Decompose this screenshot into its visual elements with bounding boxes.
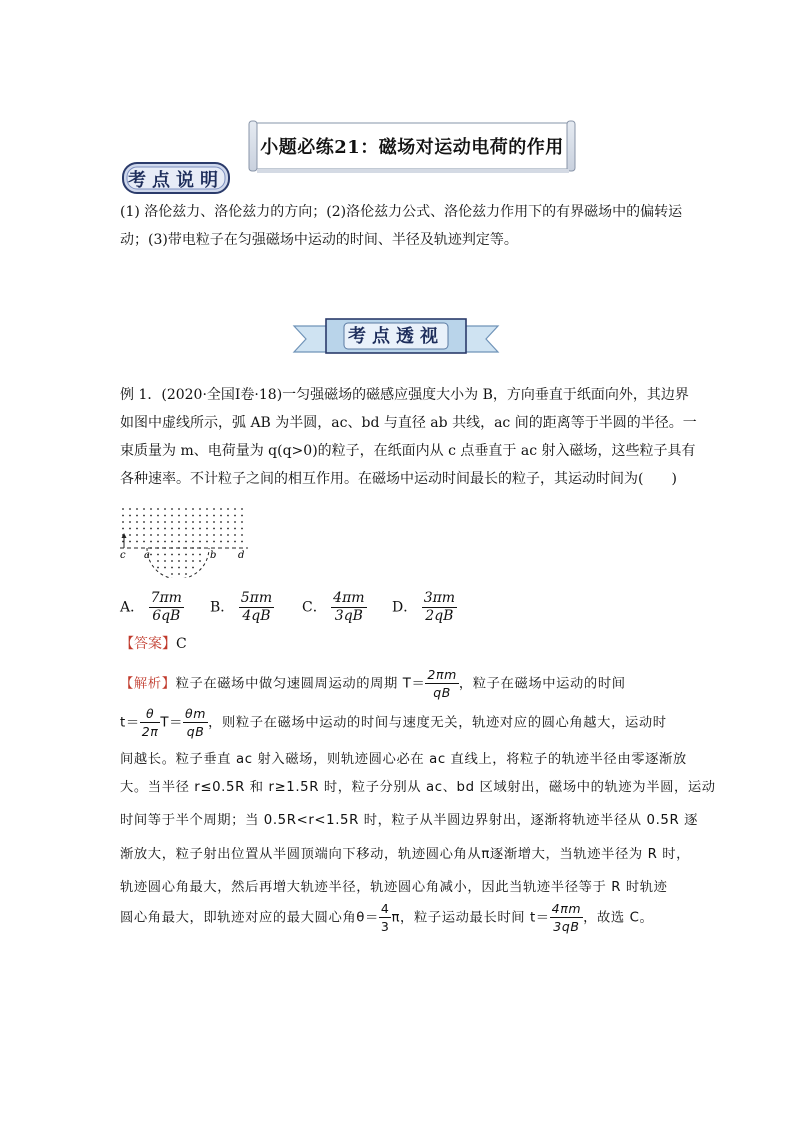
field-dot [171, 528, 173, 530]
field-dot [234, 508, 236, 510]
field-dot [192, 567, 194, 569]
field-dot [227, 528, 229, 530]
diagram-label-c: c [120, 550, 126, 561]
intro-line-2: 动；(3)带电粒子在匀强磁场中运动的时间、半径及轨迹判定等。 [120, 232, 518, 248]
field-dot [206, 508, 208, 510]
field-dot [199, 528, 201, 530]
field-dot [199, 560, 201, 562]
field-dot [129, 515, 131, 517]
field-dot [220, 541, 222, 543]
field-dot [241, 534, 243, 536]
field-dot [129, 521, 131, 523]
field-dot [164, 534, 166, 536]
field-dot [178, 508, 180, 510]
option-a[interactable]: A． $\frac{7\pi m}{6qB}$ [120, 590, 182, 624]
field-dot [199, 508, 201, 510]
field-dot [227, 521, 229, 523]
intro-line-1: (1) 洛伦兹力、洛伦兹力的方向；(2)洛伦兹力公式、洛伦兹力作用下的有界磁场中的偏转运 [120, 204, 683, 220]
field-dot [143, 528, 145, 530]
field-dot [129, 541, 131, 543]
solution-line-2: t＝ $\frac{\theta}{2\pi}$ T＝ $\frac{\theta m}{qB}$ ，则粒子在磁场中运动的时间与速度无关，轨迹对应的圆心角越大，运动时 [120, 706, 667, 739]
field-dot [164, 515, 166, 517]
option-b-numerator: 5πm [240, 590, 273, 606]
field-dot [206, 528, 208, 530]
field-dot [157, 560, 159, 562]
field-dot [178, 573, 180, 575]
diagram-label-a: a [144, 550, 150, 561]
field-dot [185, 508, 187, 510]
field-dot [213, 528, 215, 530]
example-line-1: 例 1．(2020·全国Ⅰ卷·18)一匀强磁场的磁感应强度大小为 B，方向垂直于纸面向外，其边界 [120, 387, 689, 403]
field-dot [206, 534, 208, 536]
field-dot [178, 567, 180, 569]
field-dot [185, 560, 187, 562]
field-dots [122, 508, 243, 575]
page-title: 小题必练21：磁场对运动电荷的作用 [260, 137, 564, 158]
field-dot [150, 521, 152, 523]
field-dot [129, 508, 131, 510]
field-dot [213, 515, 215, 517]
field-dot [185, 521, 187, 523]
magnetic-field-diagram [120, 504, 248, 578]
answer-line [120, 633, 187, 653]
solution-line-3: 间越长。粒子垂直 ac 射入磁场，则轨迹圆心必在 ac 直线上，将粒子的轨迹半径由零逐渐放 [120, 752, 687, 767]
example-line-2: 如图中虚线所示，弧 AB 为半圆，ac、bd 与直径 ab 共线，ac 间的距离等于半圆的半径。一 [120, 415, 697, 431]
field-dot [157, 528, 159, 530]
field-dot [164, 521, 166, 523]
field-dot [178, 554, 180, 556]
diagram-label-d: d [238, 550, 245, 561]
field-dot [178, 528, 180, 530]
field-dot [199, 521, 201, 523]
option-c-numerator: 4πm [333, 590, 365, 606]
field-dot [171, 508, 173, 510]
field-dot [185, 573, 187, 575]
field-dot [157, 554, 159, 556]
answer-value: C [176, 636, 187, 652]
field-dot [192, 541, 194, 543]
field-dot [213, 534, 215, 536]
field-dot [122, 508, 124, 510]
field-dot [171, 541, 173, 543]
solution-line-4: 大。当半径 r≤0.5R 和 r≥1.5R 时，粒子分别从 ac、bd 区域射出，磁场中的轨迹为半圆，运动 [120, 780, 716, 795]
field-dot [143, 541, 145, 543]
answer-label: 【答案】 [120, 636, 176, 652]
diagram-label-b: b [210, 550, 217, 561]
field-dot [136, 541, 138, 543]
field-dot [234, 528, 236, 530]
field-dot [171, 573, 173, 575]
field-dot [136, 528, 138, 530]
option-d-numerator: 3πm [423, 590, 456, 606]
field-dot [220, 515, 222, 517]
option-a-denominator: 6qB [152, 608, 181, 624]
exam-points-label: 考点说明 [128, 170, 224, 191]
field-dot [164, 560, 166, 562]
field-dot [206, 515, 208, 517]
field-dot [185, 541, 187, 543]
field-dot [241, 508, 243, 510]
option-a-numerator: 7πm [150, 590, 182, 606]
field-dot [178, 515, 180, 517]
field-dot [164, 567, 166, 569]
field-dot [192, 554, 194, 556]
field-dot [150, 528, 152, 530]
field-dot [241, 528, 243, 530]
field-dot [199, 534, 201, 536]
field-dot [164, 541, 166, 543]
field-dot [136, 515, 138, 517]
field-dot [220, 521, 222, 523]
field-dot [220, 534, 222, 536]
field-dot [150, 541, 152, 543]
field-dot [185, 567, 187, 569]
field-dot [234, 541, 236, 543]
field-dot [157, 534, 159, 536]
field-dot [122, 515, 124, 517]
field-dot [178, 541, 180, 543]
field-dot [185, 515, 187, 517]
field-dot [157, 541, 159, 543]
option-b-denominator: 4qB [242, 608, 271, 624]
solution-line-7: 轨迹圆心角最大，然后再增大轨迹半径，轨迹圆心角减小，因此当轨迹半径等于 R 时轨迹 [120, 880, 668, 895]
field-dot [143, 508, 145, 510]
field-dot [143, 521, 145, 523]
field-dot [241, 521, 243, 523]
field-dot [136, 534, 138, 536]
field-dot [220, 528, 222, 530]
field-dot [157, 515, 159, 517]
field-dot [129, 534, 131, 536]
solution-line-8: 圆心角最大，即轨迹对应的最大圆心角θ＝ $\frac{4}{3}$ π，粒子运动最长时间 t＝ $\frac{4\pi m}{3qB}$ ，故选 C。 [120, 901, 654, 934]
field-dot [150, 534, 152, 536]
field-dot [185, 534, 187, 536]
field-dot [206, 521, 208, 523]
field-dot [199, 554, 201, 556]
field-dot [164, 528, 166, 530]
field-dot [171, 534, 173, 536]
field-dot [178, 560, 180, 562]
field-dot [157, 521, 159, 523]
field-dot [185, 554, 187, 556]
exam-insight-label: 考点透视 [348, 326, 444, 347]
example-line-4: 各种速率。不计粒子之间的相互作用。在磁场中运动时间最长的粒子，其运动时间为( ) [120, 471, 677, 487]
field-dot [227, 508, 229, 510]
field-dot [171, 560, 173, 562]
field-dot [136, 521, 138, 523]
field-dot [213, 541, 215, 543]
field-dot [164, 508, 166, 510]
field-dot [199, 515, 201, 517]
field-dot [150, 508, 152, 510]
field-dot [199, 541, 201, 543]
solution-line-6: 渐放大，粒子射出位置从半圆顶端向下移动，轨迹圆心角从π逐渐增大，当轨迹半径为 R 时， [120, 847, 691, 862]
field-dot [178, 534, 180, 536]
field-dot [192, 508, 194, 510]
field-dot [227, 515, 229, 517]
field-dot [171, 554, 173, 556]
example-line-3: 束质量为 m、电荷量为 q(q>0)的粒子，在纸面内从 c 点垂直于 ac 射入磁场，这些粒子具有 [120, 443, 696, 459]
field-dot [220, 508, 222, 510]
field-dot [157, 508, 159, 510]
option-c-denominator: 3qB [334, 608, 363, 624]
field-dot [227, 534, 229, 536]
field-dot [206, 541, 208, 543]
field-dot [213, 521, 215, 523]
field-dot [192, 560, 194, 562]
field-dot [164, 554, 166, 556]
field-dot [178, 521, 180, 523]
field-dot [234, 515, 236, 517]
field-dot [241, 541, 243, 543]
solution-label: 【解析】 [120, 676, 176, 692]
field-dot [192, 521, 194, 523]
solution-line-1: 【解析】粒子在磁场中做匀速圆周运动的周期 T＝ $\frac{2\pi m}{qB}$ ，粒子在磁场中运动的时间 [120, 667, 626, 700]
field-dot [234, 521, 236, 523]
field-dot [171, 567, 173, 569]
option-c[interactable]: C． $\frac{4\pi m}{3qB}$ [302, 590, 365, 624]
field-dot [227, 541, 229, 543]
field-dot [143, 515, 145, 517]
field-dot [122, 521, 124, 523]
field-dot [171, 521, 173, 523]
option-d[interactable]: D． $\frac{3\pi m}{2qB}$ [392, 590, 456, 624]
field-dot [157, 567, 159, 569]
field-dot [241, 515, 243, 517]
field-dot [192, 515, 194, 517]
field-dot [150, 515, 152, 517]
field-dot [136, 508, 138, 510]
option-b[interactable]: B． $\frac{5\pi m}{4qB}$ [210, 590, 273, 624]
field-dot [192, 528, 194, 530]
field-dot [150, 554, 152, 556]
field-dot [122, 528, 124, 530]
solution-line-5: 时间等于半个周期；当 0.5R<r<1.5R 时，粒子从半圆边界射出，逐渐将轨迹半径从 0.5R 逐 [120, 813, 699, 828]
option-d-denominator: 2qB [425, 608, 454, 624]
field-dot [143, 534, 145, 536]
field-dot [171, 515, 173, 517]
field-dot [129, 528, 131, 530]
field-dot [185, 528, 187, 530]
field-dot [192, 534, 194, 536]
field-dot [213, 508, 215, 510]
field-dot [234, 534, 236, 536]
